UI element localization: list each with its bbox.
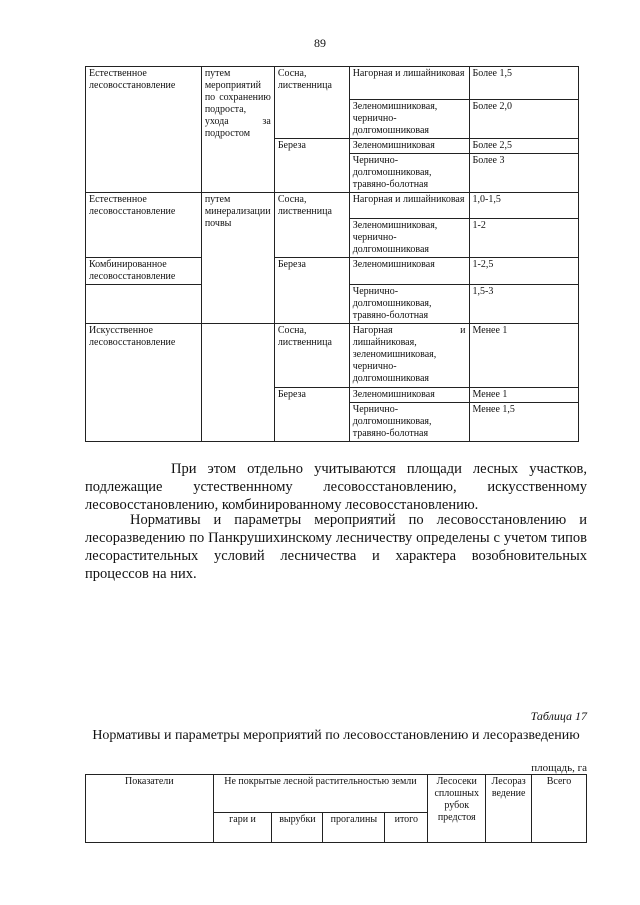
norm-value-cell: 1,0-1,5 xyxy=(469,193,579,219)
header-cell: прогалины xyxy=(323,813,385,843)
header-cell: Не покрытые лесной растительностью земли xyxy=(213,775,428,813)
species-cell: Береза xyxy=(274,258,349,324)
reforestation-type-cell: Искусственное лесовосстановление xyxy=(86,324,202,442)
empty-method-cell xyxy=(201,324,274,442)
norm-value-cell: Более 2,5 xyxy=(469,139,579,154)
norm-value-cell: Менее 1 xyxy=(469,324,579,388)
norm-value-cell: Менее 1,5 xyxy=(469,403,579,442)
method-cell: путем минерализации почвы xyxy=(201,193,274,324)
header-cell: итого xyxy=(385,813,428,843)
reforestation-type-cell: Естественное лесовосстановление xyxy=(86,193,202,258)
forest-condition-cell: Зеленомишниковая xyxy=(349,258,469,285)
species-cell: Сосна, лиственница xyxy=(274,324,349,388)
header-cell: Лесосеки сплошных рубок предстоя xyxy=(428,775,486,843)
species-cell: Береза xyxy=(274,388,349,442)
forest-condition-cell: Зеленомишниковая, чернично-долгомошниковая xyxy=(349,100,469,139)
table-caption: Таблица 17 xyxy=(530,709,587,723)
forest-condition-cell: Зеленомишниковая xyxy=(349,139,469,154)
norm-value-cell: 1,5-3 xyxy=(469,285,579,324)
reforestation-type-cell: Комбинированное лесовосстановление xyxy=(86,258,202,285)
species-cell: Береза xyxy=(274,139,349,193)
norm-value-cell: 1-2,5 xyxy=(469,258,579,285)
body-paragraph: Нормативы и параметры мероприятий по лесовосстановлению и лесоразведению по Панкрушихинскому лесничеству определены с учетом типов лесорастительных условий лесничества и характера возобновительных процессов на них. xyxy=(85,512,587,582)
forest-condition-cell: Чернично-долгомошниковая, травяно-болотная xyxy=(349,403,469,442)
forest-condition-cell: Чернично-долгомошниковая, травяно-болотная xyxy=(349,154,469,193)
norm-value-cell: Более 3 xyxy=(469,154,579,193)
forest-condition-cell: Нагорная и лишайниковая xyxy=(349,67,469,100)
body-paragraph: При этом отдельно учитываются площади лесных участков, подлежащие устественнному лесовосстановлению, искусственному лесовосстановлению, комбинированному лесовосстановлению. xyxy=(85,461,587,513)
species-cell: Сосна, лиственница xyxy=(274,193,349,258)
species-cell: Сосна, лиственница xyxy=(274,67,349,139)
page-number: 89 xyxy=(314,36,326,50)
method-cell: путем мероприятий по сохранению подроста, ухода за подростом xyxy=(201,67,274,193)
norm-value-cell: 1-2 xyxy=(469,219,579,258)
header-cell: Показатели xyxy=(86,775,214,843)
forest-condition-cell: Нагорная и лишайниковая xyxy=(349,193,469,219)
forest-condition-cell: Нагорная и лишайниковая, зеленомишниковая, чернично-долгомошниковая xyxy=(349,324,469,388)
norm-value-cell: Менее 1 xyxy=(469,388,579,403)
norm-value-cell: Более 1,5 xyxy=(469,67,579,100)
header-cell: Лесоразведение xyxy=(486,775,532,843)
forest-condition-cell: Зеленомишниковая xyxy=(349,388,469,403)
table-units: площадь, га xyxy=(531,762,587,774)
norm-value-cell: Более 2,0 xyxy=(469,100,579,139)
header-cell: вырубки xyxy=(272,813,323,843)
table-title: Нормативы и параметры мероприятий по лесовосстановлению и лесоразведению xyxy=(92,728,580,743)
reforestation-norms-table xyxy=(85,66,579,442)
header-cell: Всего xyxy=(532,775,587,843)
reforestation-type-cell: Естественное лесовосстановление xyxy=(86,67,202,193)
empty-cell xyxy=(86,285,202,324)
reforestation-parameters-table xyxy=(85,774,587,843)
header-cell: гари и xyxy=(213,813,272,843)
forest-condition-cell: Чернично-долгомошниковая, травяно-болотная xyxy=(349,285,469,324)
forest-condition-cell: Зеленомишниковая, чернично-долгомошниковая xyxy=(349,219,469,258)
